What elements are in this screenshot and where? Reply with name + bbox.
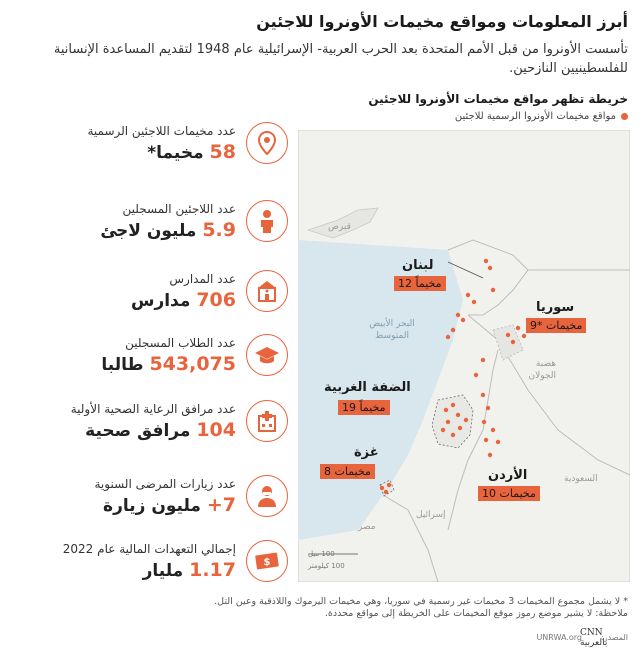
stat-label: عدد زيارات المرضى السنوية xyxy=(94,477,236,491)
stat-number: 58 xyxy=(209,141,236,163)
stat-label: عدد الطلاب المسجلين xyxy=(125,336,236,350)
camp-dot xyxy=(384,490,388,494)
footnote-line-2: ملاحظة: لا يشير موضع رموز موقع المخيمات على الخريطة إلى مواقع محددة. xyxy=(324,608,628,619)
location-pin-icon xyxy=(246,122,288,164)
camp-dot xyxy=(474,373,478,377)
camp-dot xyxy=(511,340,515,344)
camp-dot xyxy=(491,288,495,292)
source-label: المصدر: xyxy=(601,633,628,642)
camp-dot xyxy=(488,266,492,270)
legend-label: مواقع مخيمات الأونروا الرسمية للاجئين xyxy=(454,111,616,122)
stat-unit: مدارس xyxy=(130,291,191,311)
syria-label: سوريا xyxy=(536,300,575,315)
stat-number: 706 xyxy=(196,289,236,311)
map-heading: خريطة تظهر مواقع مخيمات الأونروا للاجئين xyxy=(368,92,628,106)
camp-dot xyxy=(446,335,450,339)
camp-dot xyxy=(482,420,486,424)
stat-students xyxy=(28,334,288,394)
svg-text:$: $ xyxy=(263,557,271,568)
cyprus-label: قبرص xyxy=(328,222,351,232)
map-legend xyxy=(455,111,628,122)
camp-dot xyxy=(491,428,495,432)
camp-dot xyxy=(488,453,492,457)
stat-unit: مخيما* xyxy=(147,143,204,163)
money-icon xyxy=(246,540,288,582)
camp-dot xyxy=(481,358,485,362)
camps-map xyxy=(298,130,630,582)
camp-dot xyxy=(456,413,460,417)
camp-dot xyxy=(387,483,391,487)
health-facility-icon xyxy=(246,400,288,442)
israel-label: إسرائيل xyxy=(416,510,446,520)
stat-unit: طالبا xyxy=(101,355,144,375)
egypt-label: مصر xyxy=(358,522,376,532)
stat-label: عدد اللاجئين المسجلين xyxy=(122,202,236,216)
stat-label: عدد المدارس xyxy=(169,272,236,286)
camp-dot xyxy=(484,259,488,263)
stat-unit: مليون لاجئ xyxy=(100,221,197,241)
camp-dot xyxy=(516,326,520,330)
camp-dot xyxy=(451,403,455,407)
stat-value xyxy=(85,419,236,441)
golan-label: هضبة الجولان xyxy=(528,359,556,381)
scale-miles: 100 ميل xyxy=(308,550,335,558)
footnote xyxy=(18,596,628,620)
stat-number: 104 xyxy=(196,419,236,441)
camp-dot xyxy=(444,408,448,412)
brand-logo: CNN بالعربية xyxy=(580,628,608,648)
map-graphic xyxy=(298,130,630,582)
stat-unit: مرافق صحية xyxy=(85,421,191,441)
west-bank-label: الضفة الغربية xyxy=(324,380,411,395)
camp-dot xyxy=(441,428,445,432)
stat-label: عدد مخيمات اللاجئين الرسمية xyxy=(87,124,236,138)
camp-dot xyxy=(496,440,500,444)
stat-refugees xyxy=(28,200,288,260)
camp-dot xyxy=(506,333,510,337)
camp-dot xyxy=(464,418,468,422)
stat-value xyxy=(143,559,236,581)
camp-dot xyxy=(446,420,450,424)
source-site: UNRWA.org xyxy=(536,633,582,642)
stat-health-facilities xyxy=(28,400,288,460)
camp-dot xyxy=(466,293,470,297)
stat-camps xyxy=(28,122,288,182)
camp-dot xyxy=(486,406,490,410)
camp-dot xyxy=(451,433,455,437)
camp-dot xyxy=(456,313,460,317)
page-subtitle: تأسست الأونروا من قبل الأمم المتحدة بعد الحرب العربية- الإسرائيلية عام 1948 لتقديم المساعدة الإنسانية للفلسطينيين النازحين. xyxy=(53,42,628,76)
sea-label: البحر الأبيض المتوسط xyxy=(369,319,415,341)
jordan-label: الأردن xyxy=(488,468,528,483)
stat-pledges xyxy=(28,540,288,600)
stat-label: عدد مرافق الرعاية الصحية الأولية xyxy=(70,402,236,416)
stat-number: 543,075 xyxy=(149,353,236,375)
lebanon-label: لبنان xyxy=(402,258,434,273)
stat-number: 1.17 xyxy=(189,559,236,581)
stat-value xyxy=(103,494,236,516)
stat-unit: مليار xyxy=(142,561,184,581)
school-icon xyxy=(246,270,288,312)
person-icon xyxy=(246,200,288,242)
saudi-label: السعودية xyxy=(564,474,598,484)
stat-number: 5.9 xyxy=(202,219,236,241)
stat-label: إجمالي التعهدات المالية عام 2022 xyxy=(62,542,236,556)
camp-dot xyxy=(481,393,485,397)
stat-schools xyxy=(28,270,288,330)
syria-camps-badge: 9* مخيمات xyxy=(526,318,586,333)
gaza-camps-badge: 8 مخيمات xyxy=(320,464,375,479)
camp-dot xyxy=(484,438,488,442)
scale-km: 100 كيلومتر xyxy=(308,562,345,570)
jordan-camps-badge: 10 مخيمات xyxy=(478,486,540,501)
graduation-cap-icon xyxy=(246,334,288,376)
camp-dot xyxy=(380,486,384,490)
stat-value xyxy=(100,219,236,241)
camp-dot xyxy=(451,328,455,332)
patient-visit-icon xyxy=(246,475,288,517)
stat-value xyxy=(101,353,236,375)
camp-dot xyxy=(472,300,476,304)
stat-unit: مليون زيارة xyxy=(103,496,201,516)
page-title: أبرز المعلومات ومواقع مخيمات الأونروا للاجئين xyxy=(256,12,628,31)
camp-dot xyxy=(461,318,465,322)
camp-dot xyxy=(458,426,462,430)
west-bank-camps-badge: 19 مخيماً xyxy=(338,400,390,415)
stat-value xyxy=(131,289,236,311)
stat-number: 7+ xyxy=(206,494,236,516)
footnote-line-1: * لا يشمل مجموع المخيمات 3 مخيمات غير رسمية في سوريا، وهي مخيمات اليرموك واللاذقية وعين التل. xyxy=(214,596,628,607)
stat-patient-visits xyxy=(28,475,288,535)
camp-dot-icon xyxy=(621,113,628,120)
lebanon-camps-badge: 12 مخيماً xyxy=(394,276,446,291)
camp-dot xyxy=(522,334,526,338)
stat-value xyxy=(147,141,236,163)
gaza-label: غزة xyxy=(354,445,379,460)
